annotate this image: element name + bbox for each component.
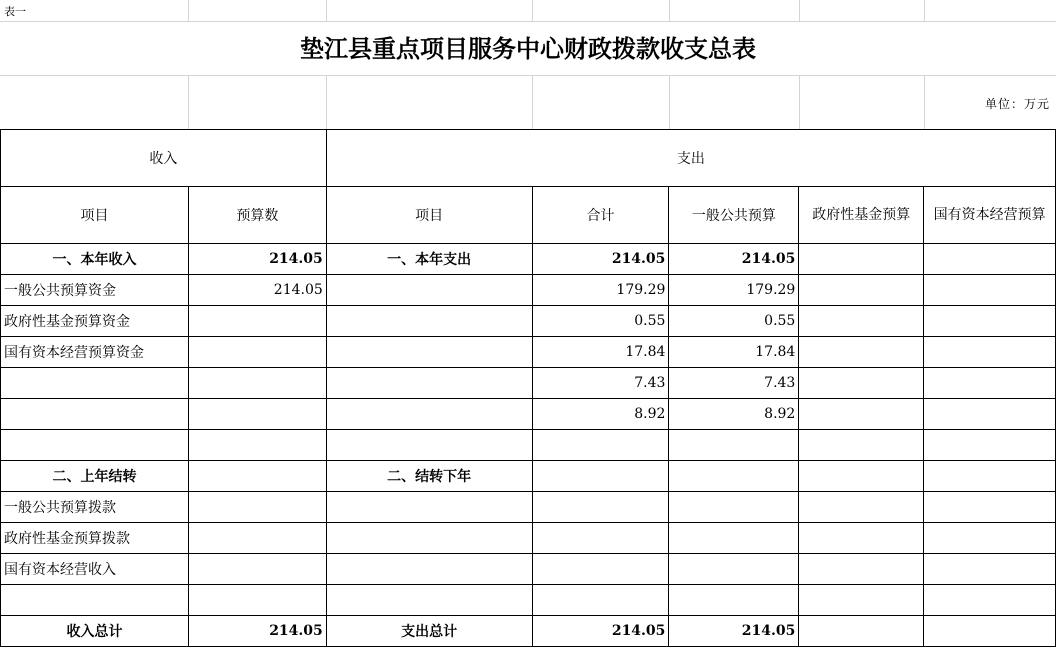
table-cell[interactable]: 政府性基金预算资金 [1, 306, 189, 337]
table-cell[interactable] [669, 461, 799, 492]
table-row [1, 461, 1056, 492]
table-cell[interactable] [669, 554, 799, 585]
table-cell[interactable]: 214.05 [188, 616, 326, 647]
table-cell[interactable]: 收入总计 [1, 616, 189, 647]
table-cell[interactable]: 支出总计 [326, 616, 532, 647]
table-row [1, 523, 1056, 554]
table-row [1, 616, 1056, 647]
table-cell[interactable] [924, 306, 1056, 337]
table-row [1, 492, 1056, 523]
table-row [1, 554, 1056, 585]
table-cell[interactable] [799, 554, 924, 585]
gridline [188, 76, 189, 129]
table-cell[interactable] [924, 461, 1056, 492]
table-row [1, 399, 1056, 430]
table-cell[interactable] [799, 616, 924, 647]
gridline [532, 76, 533, 129]
gridline [924, 76, 925, 129]
table-cell[interactable] [532, 430, 669, 461]
table-cell[interactable] [188, 492, 326, 523]
table-cell[interactable] [1, 430, 189, 461]
table-cell[interactable] [924, 337, 1056, 368]
col-gov-fund[interactable]: 政府性基金预算 [799, 187, 924, 244]
table-cell[interactable] [188, 523, 326, 554]
table-cell[interactable]: 214.05 [669, 244, 799, 275]
table-cell[interactable] [799, 244, 924, 275]
budget-table [0, 129, 1056, 647]
col-item-expense[interactable]: 项目 [326, 187, 532, 244]
table-cell[interactable]: 二、上年结转 [1, 461, 189, 492]
table-cell[interactable]: 一、本年支出 [326, 244, 532, 275]
gridline [799, 0, 800, 21]
col-budget[interactable]: 预算数 [188, 187, 326, 244]
col-total[interactable]: 合计 [532, 187, 669, 244]
table-cell[interactable] [799, 306, 924, 337]
table-cell[interactable] [669, 430, 799, 461]
table-cell[interactable] [188, 368, 326, 399]
table-cell[interactable] [924, 585, 1056, 616]
table-cell[interactable] [326, 523, 532, 554]
table-cell[interactable] [799, 523, 924, 554]
table-cell[interactable] [924, 368, 1056, 399]
income-header[interactable]: 收入 [1, 130, 327, 187]
table-cell[interactable] [924, 492, 1056, 523]
col-general-budget[interactable]: 一般公共预算 [669, 187, 799, 244]
table-cell[interactable]: 7.43 [669, 368, 799, 399]
col-state-capital[interactable]: 国有资本经营预算 [924, 187, 1056, 244]
table-cell[interactable]: 0.55 [669, 306, 799, 337]
table-cell[interactable] [924, 244, 1056, 275]
table-row [1, 306, 1056, 337]
gridline [532, 0, 533, 21]
table-cell[interactable] [326, 430, 532, 461]
table-cell[interactable] [924, 399, 1056, 430]
table-cell[interactable]: 国有资本经营预算资金 [1, 337, 189, 368]
table-cell[interactable] [532, 461, 669, 492]
table-cell[interactable] [799, 430, 924, 461]
table-cell[interactable]: 8.92 [532, 399, 669, 430]
table-cell[interactable] [326, 368, 532, 399]
table-cell[interactable]: 214.05 [532, 616, 669, 647]
table-cell[interactable] [532, 492, 669, 523]
table-cell[interactable] [326, 585, 532, 616]
table-row [1, 244, 1056, 275]
expense-header[interactable]: 支出 [326, 130, 1055, 187]
table-cell[interactable] [799, 337, 924, 368]
table-cell[interactable] [799, 585, 924, 616]
table-cell[interactable]: 214.05 [669, 616, 799, 647]
table-cell[interactable]: 214.05 [532, 244, 669, 275]
table-cell[interactable]: 17.84 [669, 337, 799, 368]
table-cell[interactable] [188, 337, 326, 368]
table-cell[interactable]: 214.05 [188, 244, 326, 275]
table-cell[interactable]: 政府性基金预算拨款 [1, 523, 189, 554]
table-row [1, 337, 1056, 368]
sheet-note: 表一 [4, 5, 26, 18]
table-cell[interactable] [188, 585, 326, 616]
table-cell[interactable] [669, 492, 799, 523]
table-cell[interactable] [1, 399, 189, 430]
gridline [326, 0, 327, 21]
table-cell[interactable] [326, 399, 532, 430]
table-cell[interactable] [669, 585, 799, 616]
gridline [799, 76, 800, 129]
table-cell[interactable] [532, 554, 669, 585]
gridline [326, 76, 327, 129]
table-cell[interactable] [924, 523, 1056, 554]
table-cell[interactable]: 7.43 [532, 368, 669, 399]
table-cell[interactable] [799, 399, 924, 430]
table-cell[interactable] [924, 275, 1056, 306]
table-cell[interactable]: 8.92 [669, 399, 799, 430]
table-cell[interactable]: 二、结转下年 [326, 461, 532, 492]
table-cell[interactable]: 一、本年收入 [1, 244, 189, 275]
table-cell[interactable]: 国有资本经营收入 [1, 554, 189, 585]
table-cell[interactable]: 214.05 [188, 275, 326, 306]
table-cell[interactable] [532, 523, 669, 554]
table-cell[interactable]: 179.29 [532, 275, 669, 306]
table-cell[interactable]: 0.55 [532, 306, 669, 337]
table-cell[interactable] [799, 492, 924, 523]
table-cell[interactable] [532, 585, 669, 616]
table-cell[interactable] [326, 306, 532, 337]
table-cell[interactable] [188, 554, 326, 585]
table-cell[interactable] [1, 368, 189, 399]
table-cell[interactable]: 一般公共预算拨款 [1, 492, 189, 523]
table-cell[interactable] [326, 275, 532, 306]
gridline [669, 76, 670, 129]
table-cell[interactable] [799, 368, 924, 399]
table-cell[interactable] [924, 554, 1056, 585]
table-cell[interactable]: 一般公共预算资金 [1, 275, 189, 306]
table-row [1, 585, 1056, 616]
table-cell[interactable] [188, 430, 326, 461]
table-cell[interactable] [326, 492, 532, 523]
table-cell[interactable]: 17.84 [532, 337, 669, 368]
table-cell[interactable]: 179.29 [669, 275, 799, 306]
table-cell[interactable] [1, 585, 189, 616]
table-cell[interactable] [799, 461, 924, 492]
table-cell[interactable] [188, 306, 326, 337]
gridline [924, 0, 925, 21]
table-row [1, 368, 1056, 399]
unit-label: 单位：万元 [984, 97, 1050, 111]
table-row [1, 430, 1056, 461]
table-cell[interactable] [326, 554, 532, 585]
table-row [1, 275, 1056, 306]
col-item-income[interactable]: 项目 [1, 187, 189, 244]
table-cell[interactable] [799, 275, 924, 306]
gridline [188, 0, 189, 21]
table-cell[interactable] [924, 616, 1056, 647]
gridline [669, 0, 670, 21]
table-cell[interactable] [924, 430, 1056, 461]
table-cell[interactable] [326, 337, 532, 368]
table-cell[interactable] [188, 399, 326, 430]
table-cell[interactable] [669, 523, 799, 554]
table-cell[interactable] [188, 461, 326, 492]
page-title: 垫江县重点项目服务中心财政拨款收支总表 [300, 35, 756, 63]
